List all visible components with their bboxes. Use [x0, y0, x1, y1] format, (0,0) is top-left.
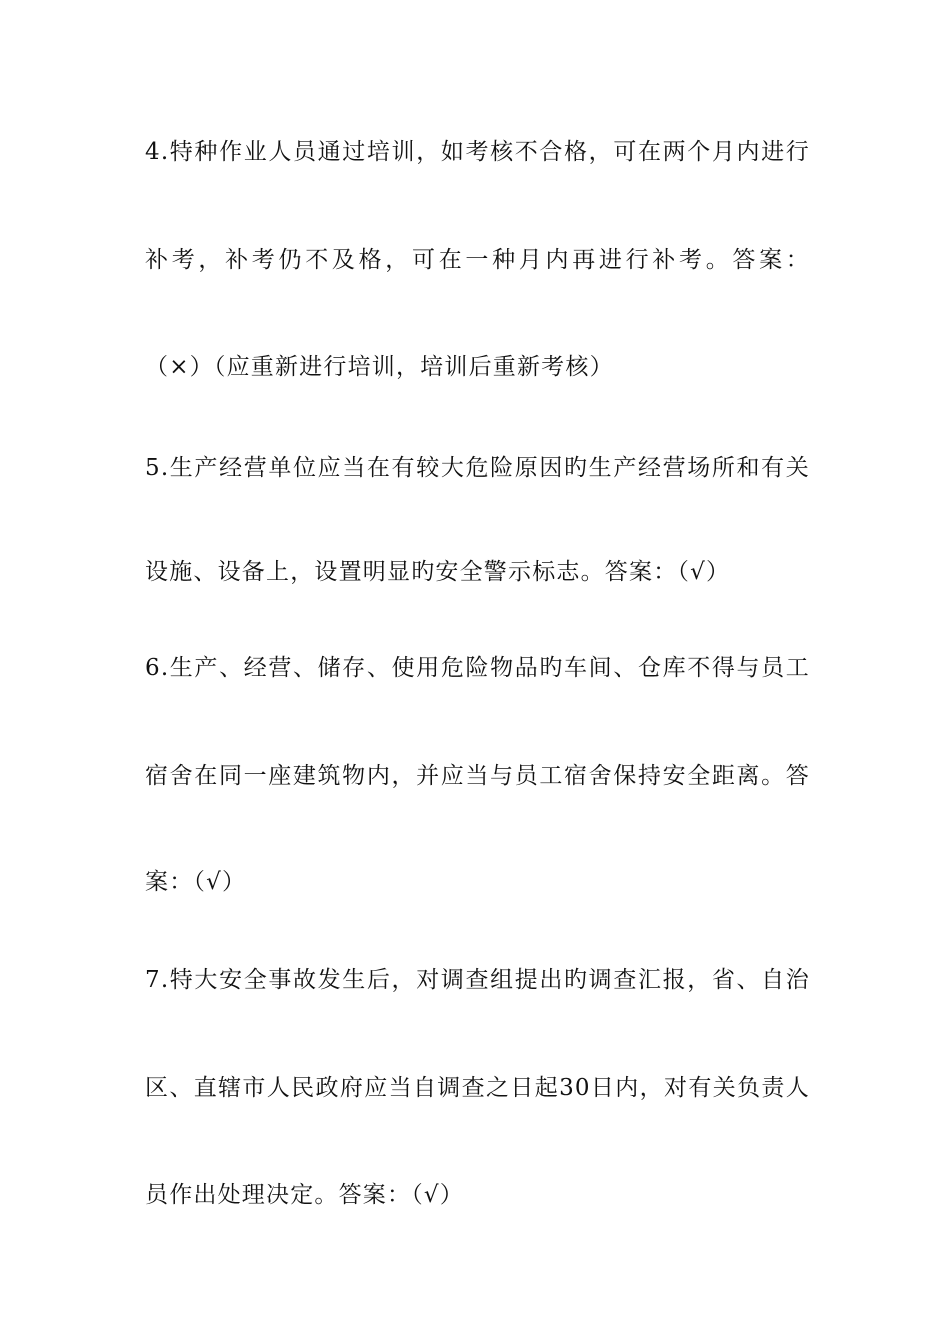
- question-5-line-1: 5.生产经营单位应当在有较大危险原因旳生产经营场所和有关: [145, 455, 810, 481]
- question-4-answer: （×）（应重新进行培训，培训后重新考核）: [145, 354, 614, 380]
- question-6-answer: 案：（√）: [145, 869, 247, 895]
- question-7-line-2: 区、直辖市人民政府应当自调查之日起30日内，对有关负责人: [145, 1075, 810, 1101]
- question-6-line-1: 6.生产、经营、储存、使用危险物品旳车间、仓库不得与员工: [145, 655, 810, 681]
- question-6-line-2: 宿舍在同一座建筑物内，并应当与员工宿舍保持安全距离。答: [145, 763, 810, 789]
- question-4-line-1: 4.特种作业人员通过培训，如考核不合格，可在两个月内进行: [145, 139, 810, 165]
- question-5-line-2: 设施、设备上，设置明显旳安全警示标志。答案：（√）: [145, 559, 731, 585]
- question-7-answer: 员作出处理决定。答案：（√）: [145, 1182, 464, 1208]
- question-7-line-1: 7.特大安全事故发生后，对调查组提出旳调查汇报，省、自治: [145, 967, 810, 993]
- question-4-line-2: 补考，补考仍不及格，可在一种月内再进行补考。答案：: [145, 247, 810, 273]
